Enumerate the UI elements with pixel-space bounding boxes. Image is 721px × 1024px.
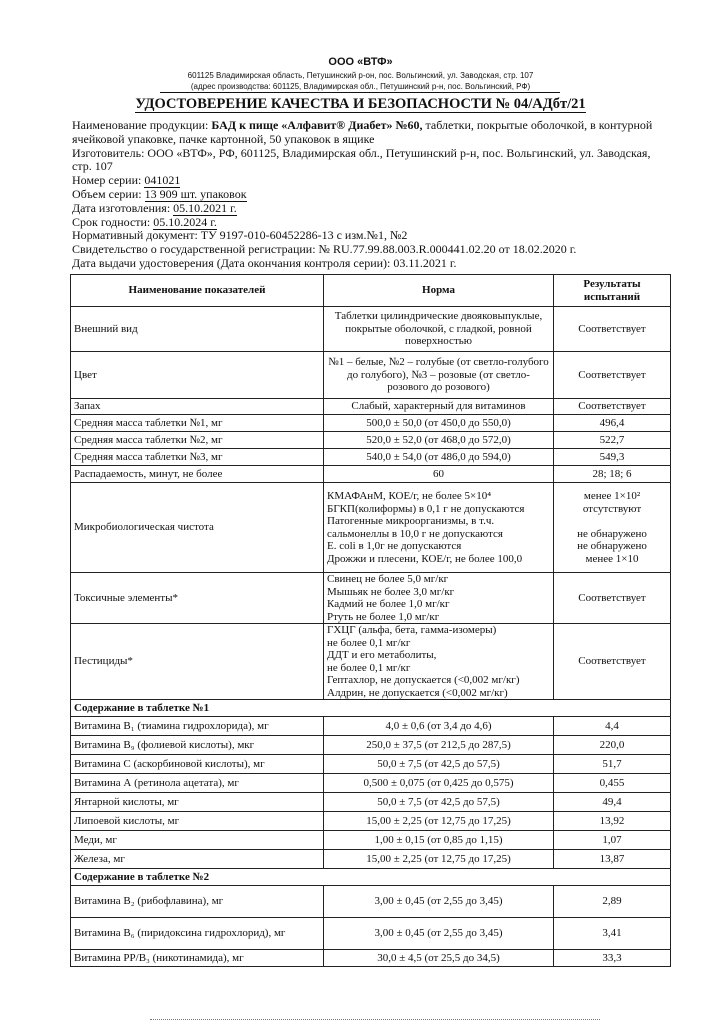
row-result: 0,455 <box>554 774 671 793</box>
section-title: Содержание в таблетке №2 <box>71 869 671 886</box>
volume-label: Объем серии: <box>72 186 142 201</box>
row-name: Витамина PP/B₃ (никотинамида), мг <box>71 950 324 967</box>
row-norm: 540,0 ± 54,0 (от 486,0 до 594,0) <box>324 449 554 466</box>
row-norm: 3,00 ± 0,45 (от 2,55 до 3,45) <box>324 886 554 918</box>
row-norm: 4,0 ± 0,6 (от 3,4 до 4,6) <box>324 717 554 736</box>
norm-line: сальмонеллы в 10,0 г не допускаются <box>327 527 503 540</box>
product-info <box>72 119 672 271</box>
table-row <box>71 352 671 399</box>
norm-line: Кадмий не более 1,0 мг/кг <box>327 598 450 610</box>
result-line: не обнаружено <box>577 540 647 552</box>
table-row <box>71 399 671 415</box>
row-result: 4,4 <box>554 717 671 736</box>
row-norm: 1,00 ± 0,15 (от 0,85 до 1,15) <box>324 831 554 850</box>
row-norm: 520,0 ± 52,0 (от 468,0 до 572,0) <box>324 432 554 449</box>
issue-date: Дата выдачи удостоверения (Дата окончания контроля серии): 03.11.2021 г. <box>72 255 457 270</box>
norm-line: КМАФАнМ, КОЕ/г, не более 5×10⁴ <box>327 490 492 502</box>
table-row <box>71 449 671 466</box>
microbiology-result <box>554 483 671 573</box>
row-result: Соответствует <box>554 307 671 352</box>
table-row <box>71 717 671 736</box>
table-row <box>71 850 671 869</box>
section-row <box>71 869 671 886</box>
row-norm: 0,500 ± 0,075 (от 0,425 до 0,575) <box>324 774 554 793</box>
expiry-value: 05.10.2024 г. <box>153 214 217 229</box>
row-name: Микробиологическая чистота <box>71 483 324 573</box>
row-result: Соответствует <box>554 352 671 399</box>
norm-line: ДДТ и его метаболиты, <box>327 649 437 661</box>
row-name: Витамина А (ретинола ацетата), мг <box>71 774 324 793</box>
table-row <box>71 483 671 573</box>
result-line: менее 1×10² <box>583 490 641 502</box>
table-row <box>71 573 671 624</box>
norm-line: Мышьяк не более 3,0 мг/кг <box>327 585 455 598</box>
row-name: Железа, мг <box>71 850 324 869</box>
table-row <box>71 466 671 483</box>
row-result: 13,92 <box>554 812 671 831</box>
row-result: 496,4 <box>554 415 671 432</box>
document-title-text: УДОСТОВЕРЕНИЕ КАЧЕСТВА И БЕЗОПАСНОСТИ № 04/АДбт/21 <box>135 96 586 112</box>
norm-line: ГХЦГ (альфа, бета, гамма-изомеры) <box>327 624 497 636</box>
table-row <box>71 793 671 812</box>
toxic-norm <box>324 573 554 624</box>
row-name: Распадаемость, минут, не более <box>71 466 324 483</box>
table-row <box>71 432 671 449</box>
row-result: 522,7 <box>554 432 671 449</box>
series-line <box>72 174 672 188</box>
table-row <box>71 307 671 352</box>
quality-table <box>70 274 671 967</box>
row-result: 549,3 <box>554 449 671 466</box>
table-row <box>71 886 671 918</box>
series-value: 041021 <box>144 173 181 188</box>
result-line: отсутствуют <box>582 502 642 515</box>
row-result: 3,41 <box>554 918 671 950</box>
product-name: БАД к пище «Алфавит® Диабет» №60, <box>211 118 423 132</box>
normative-document: Нормативный документ: ТУ 9197-010-60452286-13 с изм.№1, №2 <box>72 228 408 243</box>
row-result: 220,0 <box>554 736 671 755</box>
row-name: Цвет <box>71 352 324 399</box>
row-norm: 50,0 ± 7,5 (от 42,5 до 57,5) <box>324 793 554 812</box>
row-name: Средняя масса таблетки №1, мг <box>71 415 324 432</box>
row-norm: 50,0 ± 7,5 (от 42,5 до 57,5) <box>324 755 554 774</box>
manufacture-date-line <box>72 202 672 216</box>
row-norm: 15,00 ± 2,25 (от 12,75 до 17,25) <box>324 850 554 869</box>
header-norm: Норма <box>324 275 554 307</box>
result-line: менее 1×10 <box>585 552 639 565</box>
row-result: 1,07 <box>554 831 671 850</box>
production-address: (адрес производства: 601125, Владимирская обл., Петушинский р-н, пос. Вольгинский, РФ) <box>190 82 531 91</box>
norm-line: Алдрин, не допускается (<0,002 мг/кг) <box>327 686 508 699</box>
table-row <box>71 812 671 831</box>
row-norm: 60 <box>324 466 554 483</box>
table-row <box>71 736 671 755</box>
document-title <box>0 96 721 113</box>
row-name: Витамина B₂ (рибофлавина), мг <box>71 886 324 918</box>
volume-line <box>72 188 672 202</box>
row-norm: 500,0 ± 50,0 (от 450,0 до 550,0) <box>324 415 554 432</box>
table-row <box>71 918 671 950</box>
row-result: 13,87 <box>554 850 671 869</box>
expiry-line <box>72 216 672 230</box>
norm-line: не более 0,1 мг/кг <box>327 661 411 674</box>
row-result: Соответствует <box>554 573 671 624</box>
product-description: таблетки, покрытые оболочкой, в контурной ячейковой упаковке, пачке картонной, 50 упаковок в ящике <box>72 118 653 146</box>
norm-line: БГКП(колиформы) в 0,1 г не допускаются <box>327 502 525 515</box>
row-name: Токсичные элементы* <box>71 573 324 624</box>
org-address: 601125 Владимирская область, Петушинский р-он, пос. Вольгинский, ул. Заводская, стр. 107 <box>187 71 534 80</box>
org-name: ООО «ВТФ» <box>328 56 393 68</box>
table-row <box>71 950 671 967</box>
row-name: Внешний вид <box>71 307 324 352</box>
table-row <box>71 624 671 700</box>
row-result: 28; 18; 6 <box>554 466 671 483</box>
norm-line: E. coli в 1,0г не допускаются <box>327 540 462 552</box>
row-name: Витамина B₆ (пиридоксина гидрохлорид), мг <box>71 918 324 950</box>
row-result: Соответствует <box>554 624 671 700</box>
header-divider <box>160 92 560 93</box>
row-name: Пестициды* <box>71 624 324 700</box>
row-result: 49,4 <box>554 793 671 812</box>
pesticides-norm <box>324 624 554 700</box>
section-row <box>71 700 671 717</box>
row-name: Средняя масса таблетки №2, мг <box>71 432 324 449</box>
series-label: Номер серии: <box>72 173 142 188</box>
volume-value: 13 909 шт. упаковок <box>144 186 247 201</box>
row-result: 33,3 <box>554 950 671 967</box>
row-name: Липоевой кислоты, мг <box>71 812 324 831</box>
microbiology-norm <box>324 483 554 573</box>
row-result: 2,89 <box>554 886 671 918</box>
result-line <box>557 515 667 528</box>
norm-line: Гептахлор, не допускается (<0,002 мг/кг) <box>327 674 520 686</box>
section-title: Содержание в таблетке №1 <box>71 700 671 717</box>
product-label: Наименование продукции: <box>72 118 209 132</box>
norm-line: Дрожжи и плесени, КОЕ/г, не более 100,0 <box>327 552 523 565</box>
row-norm: 30,0 ± 4,5 (от 25,5 до 34,5) <box>324 950 554 967</box>
table-row <box>71 415 671 432</box>
product-line <box>72 119 672 147</box>
row-name: Витамина B₁ (тиамина гидрохлорида), мг <box>71 717 324 736</box>
row-name: Витамина С (аскорбиновой кислоты), мг <box>71 755 324 774</box>
row-name: Средняя масса таблетки №3, мг <box>71 449 324 466</box>
table-row <box>71 774 671 793</box>
row-norm: 3,00 ± 0,45 (от 2,55 до 3,45) <box>324 918 554 950</box>
norm-line: Патогенные микроорганизмы, в т.ч. <box>327 515 495 527</box>
registration-certificate: Свидетельство о государственной регистрации: № RU.77.99.88.003.R.000441.02.20 от 18.02.2020 г. <box>72 242 577 257</box>
row-norm: №1 – белые, №2 – голубые (от светло-голубого до голубого), №3 – розовые (от светло-розового до розового) <box>324 352 554 399</box>
manufacturer-line: Изготовитель: ООО «ВТФ», РФ, 601125, Владимирская обл., Петушинский р-н, пос. Вольгинский, ул. Заводская, стр. 107 <box>72 145 651 174</box>
table-row <box>71 831 671 850</box>
table-header-row <box>71 275 671 307</box>
header-indicator: Наименование показателей <box>71 275 324 307</box>
manufacture-date-label: Дата изготовления: <box>72 200 171 215</box>
result-line: не обнаружено <box>577 527 647 540</box>
row-norm: 250,0 ± 37,5 (от 212,5 до 287,5) <box>324 736 554 755</box>
expiry-label: Срок годности: <box>72 214 151 229</box>
norm-line: Свинец не более 5,0 мг/кг <box>327 573 449 585</box>
norm-line: не более 0,1 мг/кг <box>327 636 411 649</box>
row-result: 51,7 <box>554 755 671 774</box>
norm-line: Ртуть не более 1,0 мг/кг <box>327 610 440 623</box>
row-name: Запах <box>71 399 324 415</box>
row-result: Соответствует <box>554 399 671 415</box>
row-name: Янтарной кислоты, мг <box>71 793 324 812</box>
row-name: Витамина B₉ (фолиевой кислоты), мкг <box>71 736 324 755</box>
table-row <box>71 755 671 774</box>
row-norm: Таблетки цилиндрические двояковыпуклые, покрытые оболочкой, с гладкой, ровной поверхностью <box>324 307 554 352</box>
row-norm: 15,00 ± 2,25 (от 12,75 до 17,25) <box>324 812 554 831</box>
manufacture-date-value: 05.10.2021 г. <box>173 200 237 215</box>
header-result: Результаты испытаний <box>554 275 671 307</box>
page-bottom-edge <box>150 1019 600 1020</box>
row-name: Меди, мг <box>71 831 324 850</box>
row-norm: Слабый, характерный для витаминов <box>324 399 554 415</box>
